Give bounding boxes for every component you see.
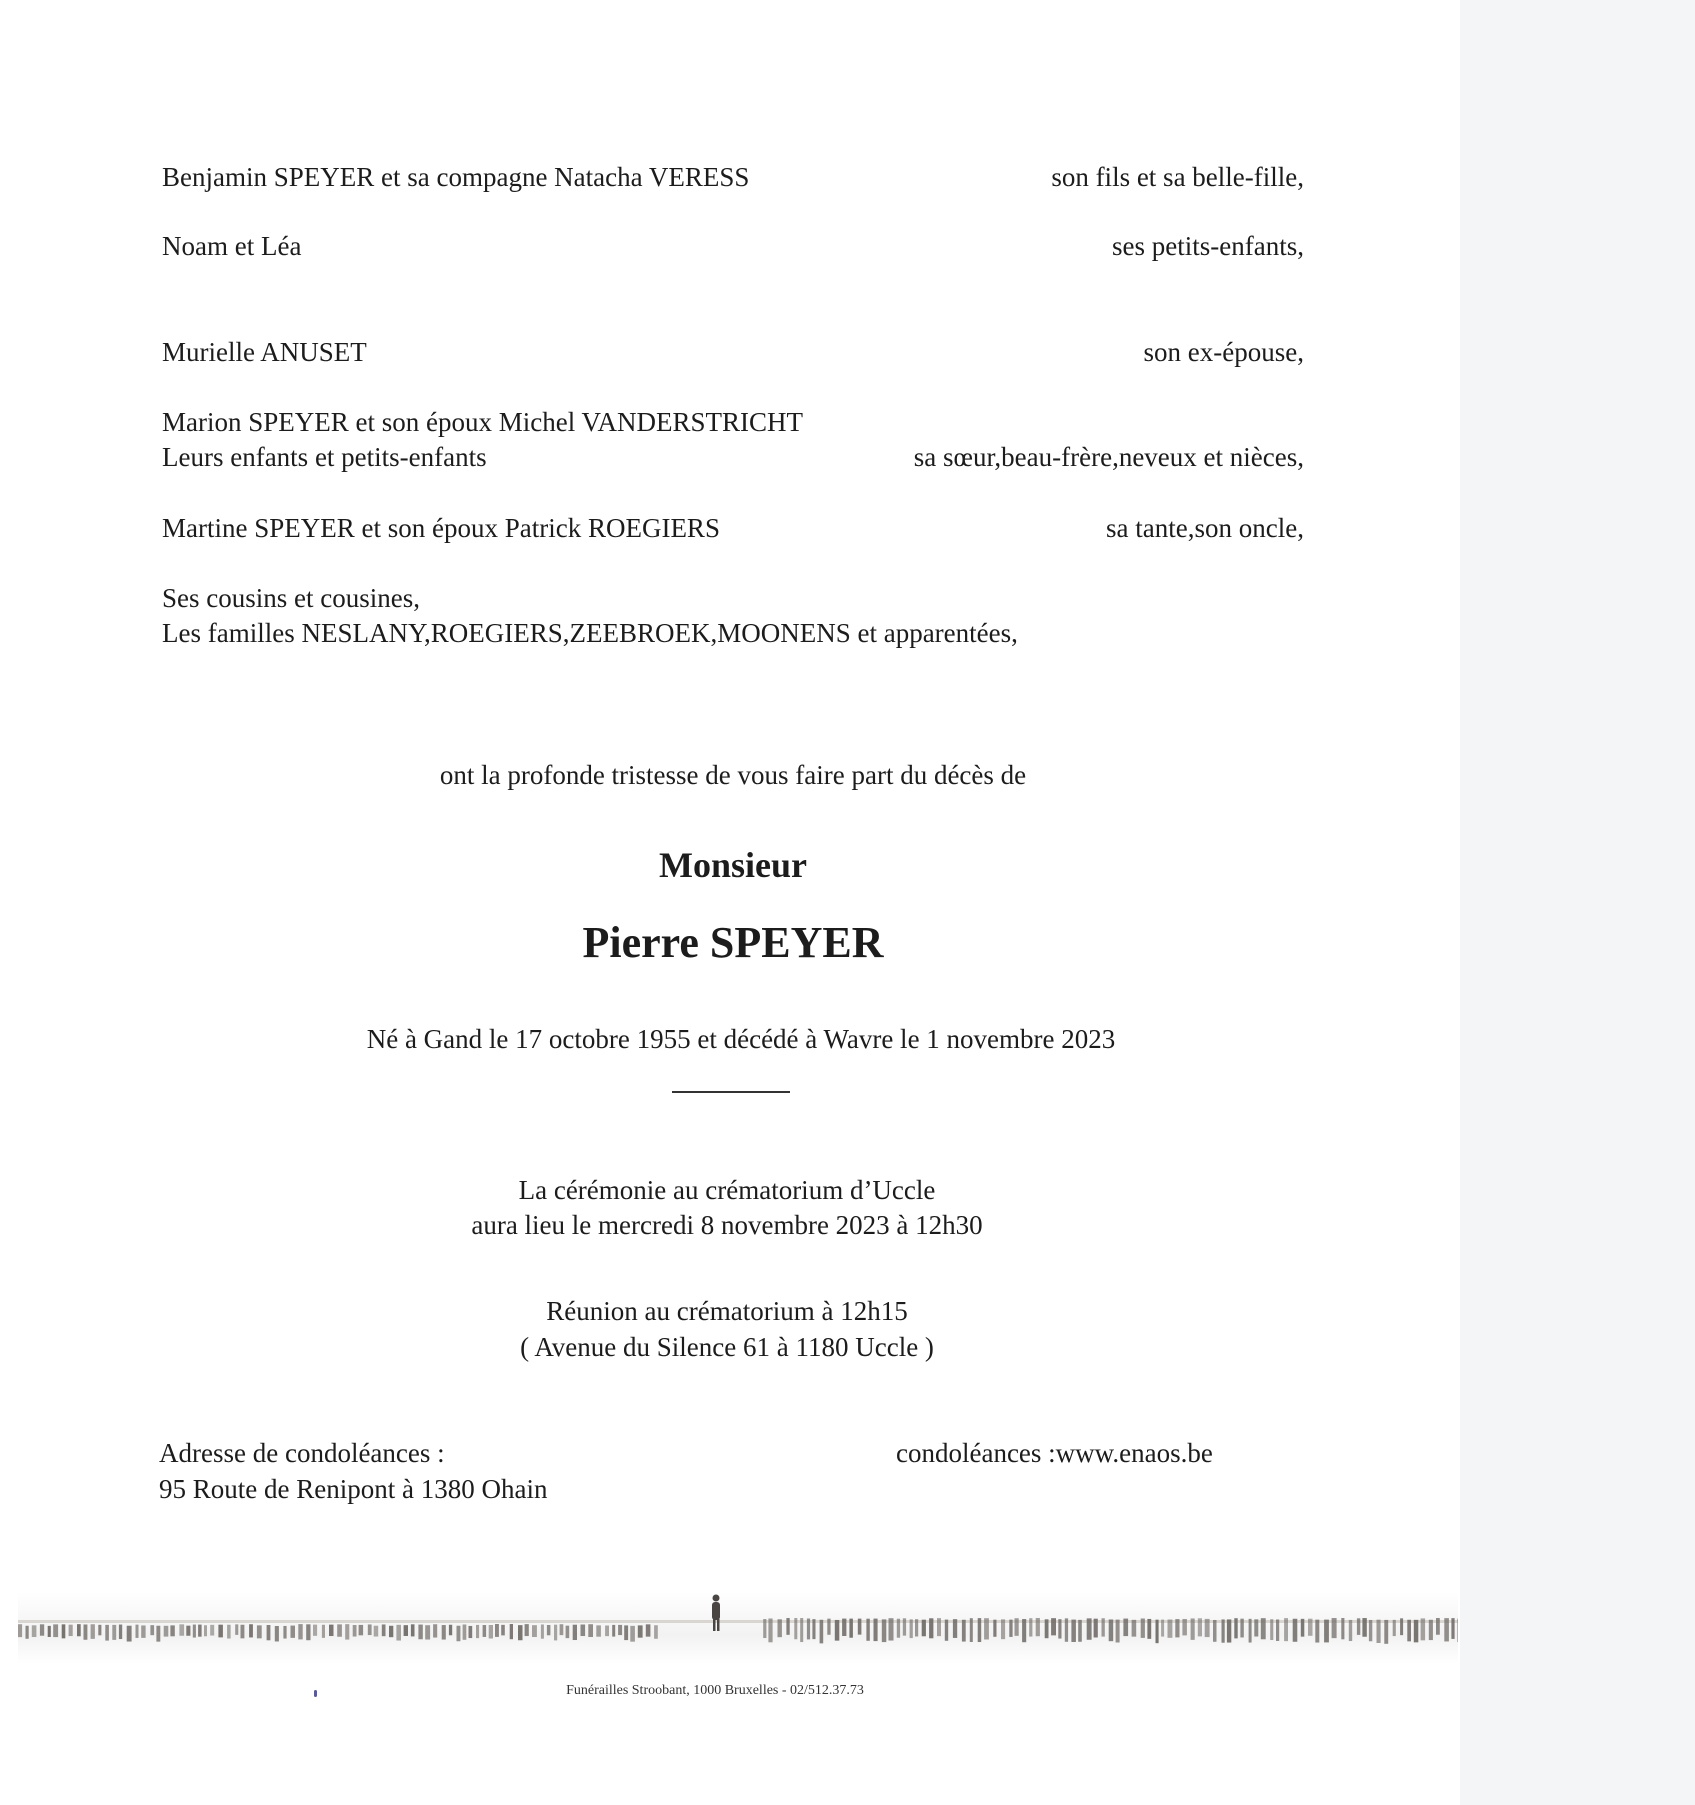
family-row-relation: sa tante,son oncle,: [1106, 513, 1304, 543]
ceremony-line-2: aura lieu le mercredi 8 novembre 2023 à 12h30: [471, 1210, 983, 1240]
family-row-families: Les familles NESLANY,ROEGIERS,ZEEBROEK,MOONENS et apparentées,: [162, 618, 1018, 648]
family-row-name: Murielle ANUSET: [162, 337, 367, 367]
family-row-name: Martine SPEYER et son époux Patrick ROEGIERS: [162, 513, 720, 543]
deceased-name: Pierre SPEYER: [582, 918, 884, 967]
scan-margin: [1460, 0, 1695, 1805]
announcement-text: ont la profonde tristesse de vous faire part du décès de: [439, 760, 1027, 790]
condolence-address: 95 Route de Renipont à 1380 Ohain: [159, 1474, 548, 1504]
birth-death-dates: Né à Gand le 17 octobre 1955 et décédé à Wavre le 1 novembre 2023: [366, 1024, 1116, 1054]
family-row-relation: sa sœur,beau-frère,neveux et nièces,: [913, 442, 1304, 472]
family-row-name: Marion SPEYER et son époux Michel VANDERSTRICHT: [162, 407, 803, 437]
family-row-name: Leurs enfants et petits-enfants: [162, 442, 487, 472]
family-row-relation: ses petits-enfants,: [1112, 231, 1304, 261]
scan-speck: [314, 1690, 317, 1697]
funeral-home-footer: Funérailles Stroobant, 1000 Bruxelles - 02/512.37.73: [566, 1683, 864, 1698]
meeting-line-1: Réunion au crématorium à 12h15: [546, 1296, 908, 1326]
family-row-cousins: Ses cousins et cousines,: [162, 583, 420, 613]
meeting-line-2: ( Avenue du Silence 61 à 1180 Uccle ): [520, 1332, 934, 1362]
family-row-name: Noam et Léa: [162, 231, 302, 261]
deceased-title: Monsieur: [659, 845, 807, 885]
divider-line: [672, 1091, 790, 1093]
family-row-relation: son fils et sa belle-fille,: [1051, 162, 1304, 192]
family-row-name: Benjamin SPEYER et sa compagne Natacha VERESS: [162, 162, 750, 192]
family-row-relation: son ex-épouse,: [1143, 337, 1304, 367]
beach-groynes-photo: [18, 1592, 1458, 1664]
condolence-website: condoléances :www.enaos.be: [896, 1438, 1213, 1468]
condolence-address-label: Adresse de condoléances :: [159, 1438, 445, 1468]
ceremony-line-1: La cérémonie au crématorium d’Uccle: [518, 1175, 936, 1205]
